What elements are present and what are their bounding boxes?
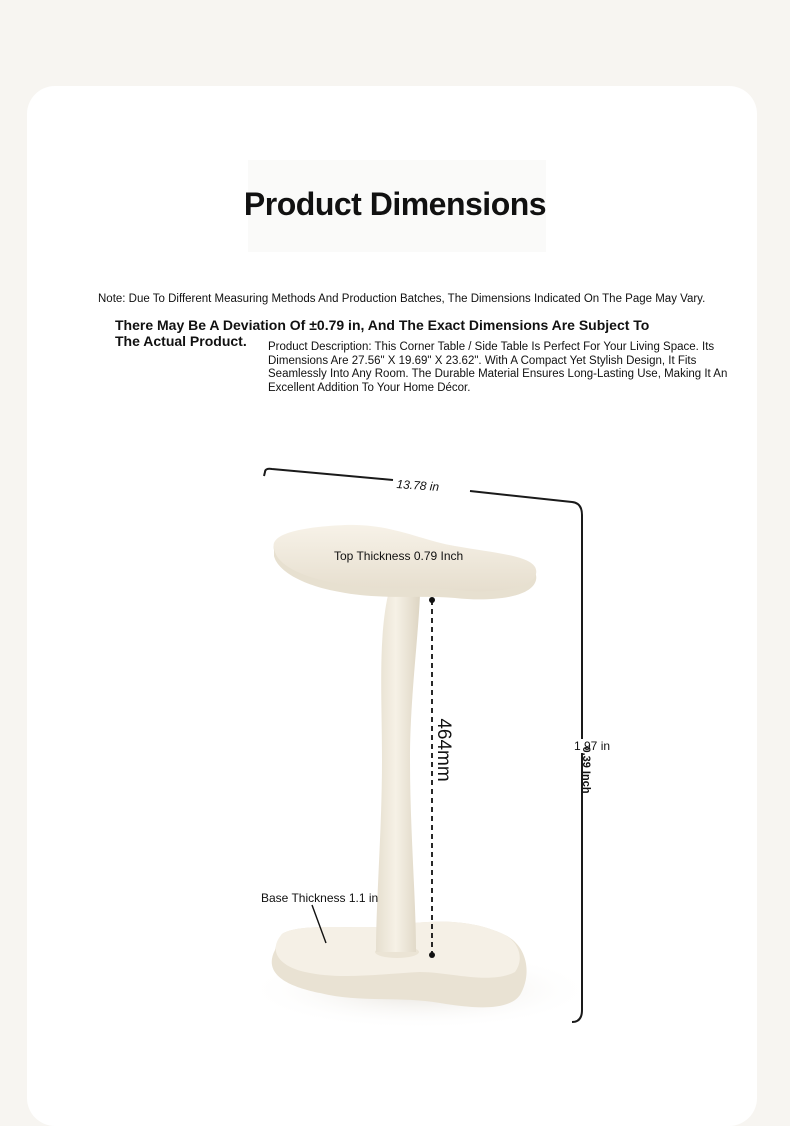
product-description: Product Description: This Corner Table / Side Table Is Perfect For Your Living Space. Its Dimensions Are 27.56" X 19.69" X 23.62". With A Compact Yet Stylish Design, It Fits Seamlessly Into Any Room. The Durable Material Ensures Long-Lasting Use, Making It An Excellent Addition To Your Home Décor. bbox=[268, 341, 728, 394]
stem-dimension-top-dot bbox=[429, 597, 435, 603]
base-thickness-label: Base Thickness 1.1 in bbox=[261, 891, 379, 905]
width-label: 13.78 in bbox=[396, 477, 440, 494]
table-stem bbox=[376, 594, 420, 952]
stem-dimension-bottom-dot bbox=[429, 952, 435, 958]
tolerance-label: 0.39 Inch bbox=[580, 746, 592, 794]
top-thickness-label: Top Thickness 0.79 Inch bbox=[334, 549, 464, 563]
deviation-notice: There May Be A Deviation Of ±0.79 in, And The Exact Dimensions Are Subject To The Actual Product. bbox=[115, 317, 650, 349]
measurement-note: Note: Due To Different Measuring Methods And Production Batches, The Dimensions Indicated On The Page May Vary. bbox=[98, 293, 706, 305]
height-label: 1 97 in bbox=[574, 739, 611, 753]
stem-length-label: 464mm bbox=[433, 718, 454, 782]
page-title: Product Dimensions bbox=[243, 186, 547, 222]
